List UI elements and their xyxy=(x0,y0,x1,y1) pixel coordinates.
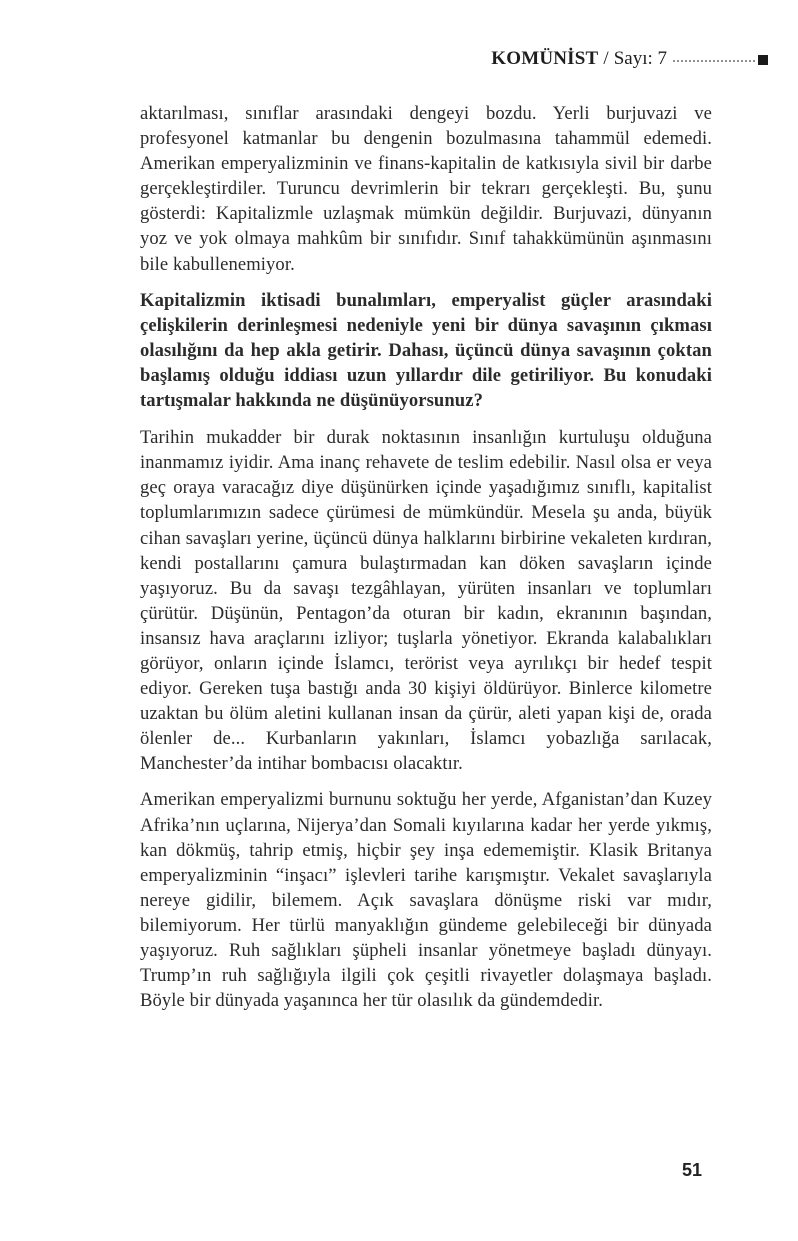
page-number: 51 xyxy=(681,1160,702,1180)
article-body xyxy=(140,101,712,1024)
dotted-leader xyxy=(673,60,755,62)
square-bullet-icon xyxy=(758,55,768,65)
header-separator: / xyxy=(603,48,609,69)
issue-label: Sayı: 7 xyxy=(613,48,667,69)
running-header xyxy=(140,48,768,70)
question-paragraph: Kapitalizmin iktisadi bunalımları, emperyalist güçler arasındaki çelişkilerin derinleşmesi nedeniyle yeni bir dünya savaşının çıkması olasılığını da hep akla getirir. Dahası, üçüncü dünya savaşının çoktan başlamış olduğu iddiası uzun yıllardır dile getiriliyor. Bu konudaki tartışmalar hakkında ne düşünüyorsunuz? xyxy=(140,289,712,412)
body-paragraph: aktarılması, sınıflar arasındaki dengeyi bozdu. Yerli burjuvazi ve profesyonel katmanlar bu dengenin bozulmasına tahammül edemedi. Amerikan emperyalizminin ve finans-kapitalin de katkısıyla sivil bir darbe gerçekleştirdiler. Turuncu devrimlerin bir tekrarı gerçekleşti. Bu, şunu gösterdi: Kapitalizmle uzlaşmak mümkün değildir. Burjuvazi, dünyanın yoz ve yok olmaya mahkûm bir sınıfıdır. Sınıf tahakkümünün aşınmasını bile kabullenemiyor. xyxy=(140,103,712,275)
body-paragraph: Amerikan emperyalizmi burnunu soktuğu her yerde, Afganistan’dan Kuzey Afrika’nın uçlarına, Nijerya’dan Somali kıyılarına kadar her yerde yıkmış, kan dökmüş, tahrip etmiş, hiçbir şey inşa edememiştir. Klasik Britanya emperyalizminin “inşacı” işlevleri tarihe karışmıştır. Vekalet savaşlarıyla nereye gidilir, bilemem. Açık savaşlara dönüşme riski var mıdır, bilemiyorum. Her türlü manyaklığın gündeme gelebileceği bir dünyada yaşıyoruz. Ruh sağlıkları şüpheli insanlar yönetmeye başladı dünyayı. Trump’ın ruh sağlığıyla ilgili çok çeşitli rivayetler dolaşmaya başladı. Böyle bir dünyada yaşanınca her tür olasılık da gündemdedir. xyxy=(140,789,712,1012)
body-paragraph: Tarihin mukadder bir durak noktasının insanlığın kurtuluşu olduğuna inanmamız iyidir. Ama inanç rehavete de teslim edebilir. Nasıl olsa er veya geç oraya varacağız diye düşünürken içinde yaşadığımız sınıflı, kapitalist toplumlarımızın sadece çürümesi de mümkündür. Mesela şu anda, büyük cihan savaşları yerine, üçüncü dünya halklarını birbirine vekaleten kırdıran, kendi postallarını çamura bulaştırmadan kan döken savaşların içinde yaşıyoruz. Bu da savaşı tezgâhlayan, yürüten insanları ve toplumları çürütür. Düşünün, Pentagon’da oturan bir kadın, ekranının başından, insansız hava araçlarını izliyor; tuşlarla yönetiyor. Ekranda kalabalıkları görüyor, onların içinde İslamcı, terörist veya ayrılıkçı bir hedef tespit ediyor. Gereken tuşa bastığı anda 30 kişiyi öldürüyor. Binlerce kilometre uzaktan bu ölüm aletini kullanan insan da çürür, aleti yapan kişi de, orada ölenler de... Kurbanların yakınları, İslamcı yobazlığa sarılacak, Manchester’da intihar bombacısı olacaktır. xyxy=(140,427,712,775)
journal-name: KOMÜNİST xyxy=(491,48,599,69)
